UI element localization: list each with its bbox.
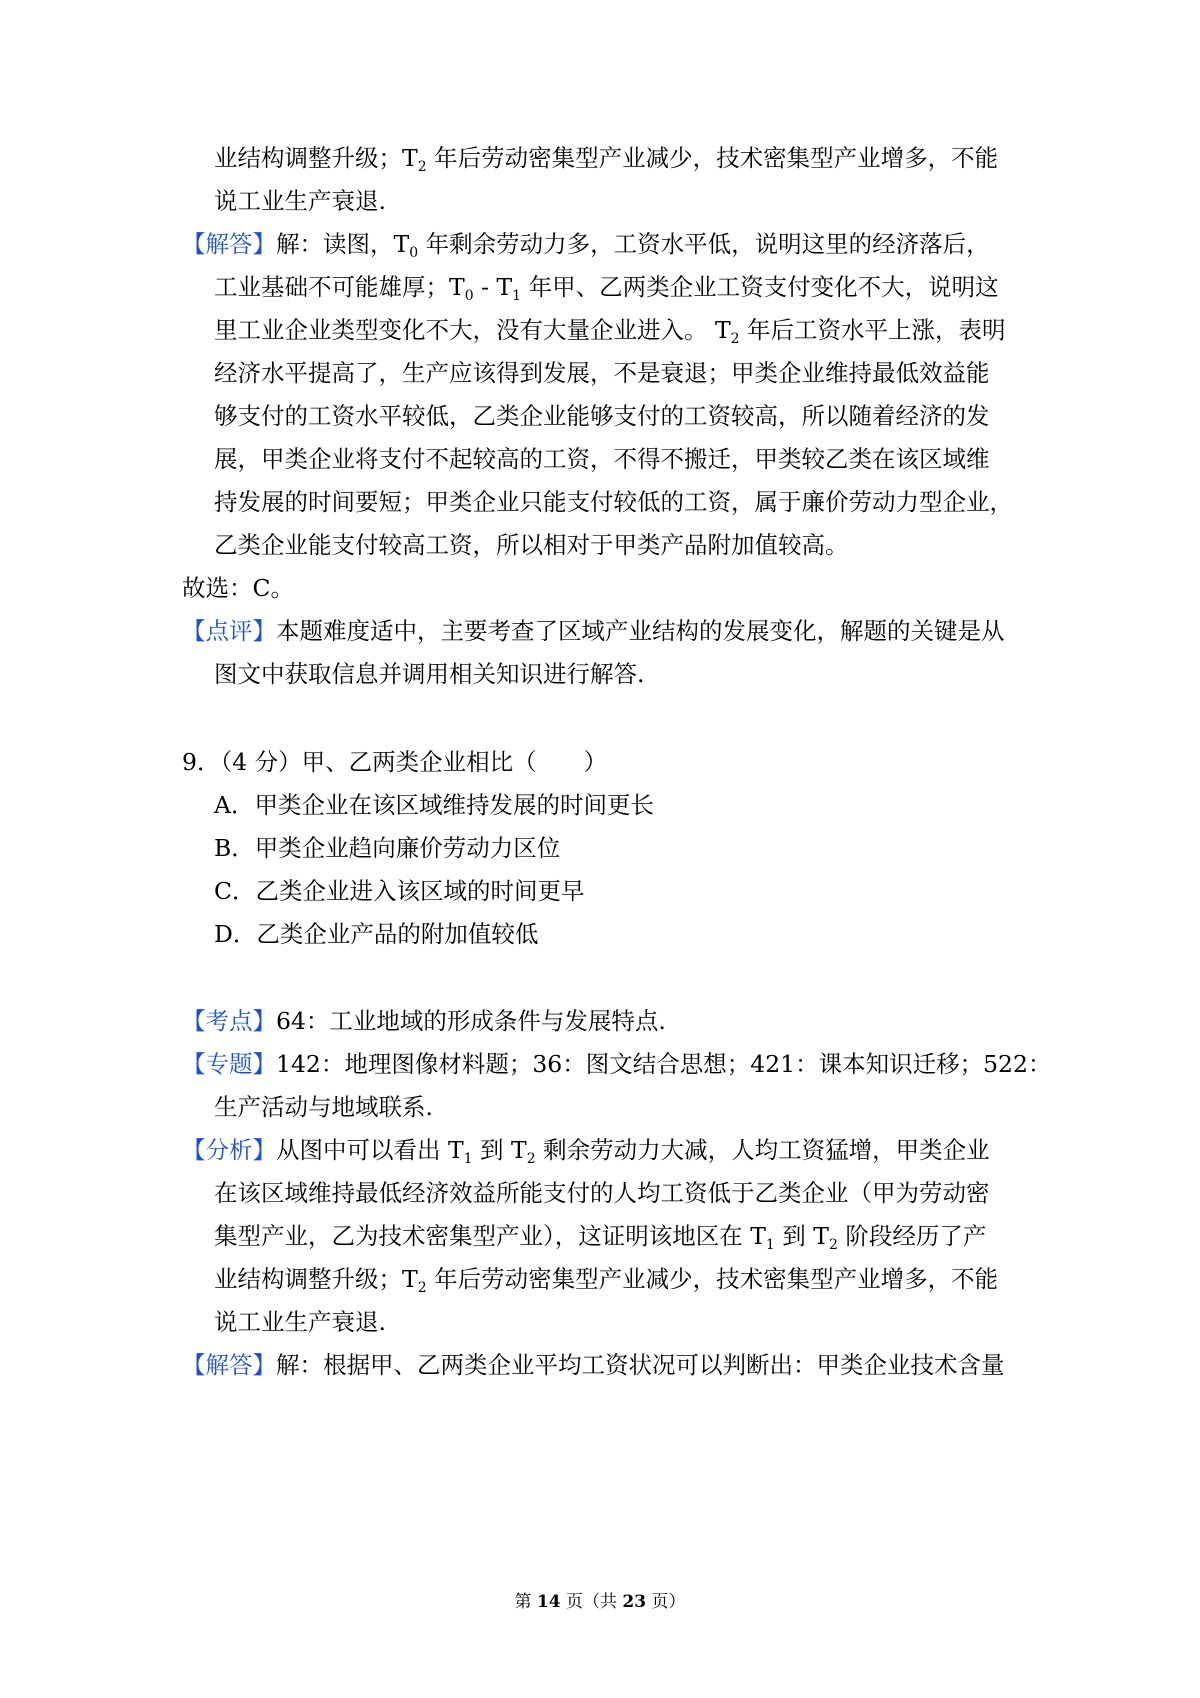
fenxi-line-1: 【分析】从图中可以看出 $T_1$ 到 $T_2$ 剩余劳动力大减，人均工资猛增，甲类企业 (182, 1136, 990, 1167)
option-d: D．乙类企业产品的附加值较低 (214, 920, 539, 948)
answer-1-line-2: 工业基础不可能雄厚；$T_0 - T_1$ 年甲、乙两类企业工资支付变化不大，说明这 (214, 273, 999, 304)
question-9-stem: 9．（4 分）甲、乙两类企业相比（ ） (182, 748, 608, 776)
page-footer: 第 14 页（共 23 页） (514, 1592, 686, 1612)
choice-line: 故选：C。 (182, 574, 294, 602)
answer-tag: 【解答】 (182, 1351, 276, 1379)
total-pages: 23 (622, 1592, 647, 1612)
answer-1-line-8: 乙类企业能支付较高工资，所以相对于甲类产品附加值较高。 (214, 531, 849, 559)
option-b: B．甲类企业趋向廉价劳动力区位 (214, 834, 561, 862)
option-a: A．甲类企业在该区域维持发展的时间更长 (214, 791, 654, 819)
zhuanti-tag: 【专题】 (182, 1050, 276, 1078)
review-tag: 【点评】 (182, 617, 276, 645)
answer-1-line-6: 展，甲类企业将支付不起较高的工资，不得不搬迁，甲类较乙类在该区域维 (214, 445, 990, 473)
analysis-continued-line-1: 业结构调整升级；$T_2$ 年后劳动密集型产业减少，技术密集型产业增多，不能 (214, 144, 999, 175)
kaodian-tag: 【考点】 (182, 1007, 276, 1035)
answer-1-line-3: 里工业企业类型变化不大，没有大量企业进入。 $T_2$ 年后工资水平上涨，表明 (214, 316, 1006, 347)
answer-1-line-1: 【解答】解：读图，$T_0$ 年剩余劳动力多，工资水平低，说明这里的经济落后， (182, 230, 990, 261)
review-line-1: 【点评】本题难度适中，主要考查了区域产业结构的发展变化，解题的关键是从 (182, 617, 1005, 645)
kaodian-line: 【考点】64：工业地域的形成条件与发展特点. (182, 1007, 666, 1035)
page-number: 14 (536, 1592, 561, 1612)
answer-2-line-1: 【解答】解：根据甲、乙两类企业平均工资状况可以判断出：甲类企业技术含量 (182, 1351, 1005, 1379)
review-line-2: 图文中获取信息并调用相关知识进行解答. (214, 660, 645, 688)
fenxi-line-4: 业结构调整升级；$T_2$ 年后劳动密集型产业减少，技术密集型产业增多，不能 (214, 1265, 999, 1296)
answer-1-line-7: 持发展的时间要短；甲类企业只能支付较低的工资，属于廉价劳动力型企业， (214, 488, 1013, 516)
fenxi-line-2: 在该区域维持最低经济效益所能支付的人均工资低于乙类企业（甲为劳动密 (214, 1179, 990, 1207)
answer-tag: 【解答】 (182, 230, 276, 258)
answer-1-line-4: 经济水平提高了，生产应该得到发展，不是衰退；甲类企业维持最低效益能 (214, 359, 990, 387)
zhuanti-line-2: 生产活动与地域联系. (214, 1093, 433, 1121)
analysis-continued-line-2: 说工业生产衰退. (214, 187, 386, 215)
fenxi-line-5: 说工业生产衰退. (214, 1308, 386, 1336)
option-c: C．乙类企业进入该区域的时间更早 (214, 877, 585, 905)
answer-1-line-5: 够支付的工资水平较低，乙类企业能够支付的工资较高，所以随着经济的发 (214, 402, 990, 430)
fenxi-line-3: 集型产业，乙为技术密集型产业），这证明该地区在 $T_1$ 到 $T_2$ 阶段经历了产 (214, 1222, 987, 1253)
zhuanti-line-1: 【专题】142：地理图像材料题；36：图文结合思想；421：课本知识迁移；522： (182, 1050, 1052, 1078)
fenxi-tag: 【分析】 (182, 1136, 276, 1164)
